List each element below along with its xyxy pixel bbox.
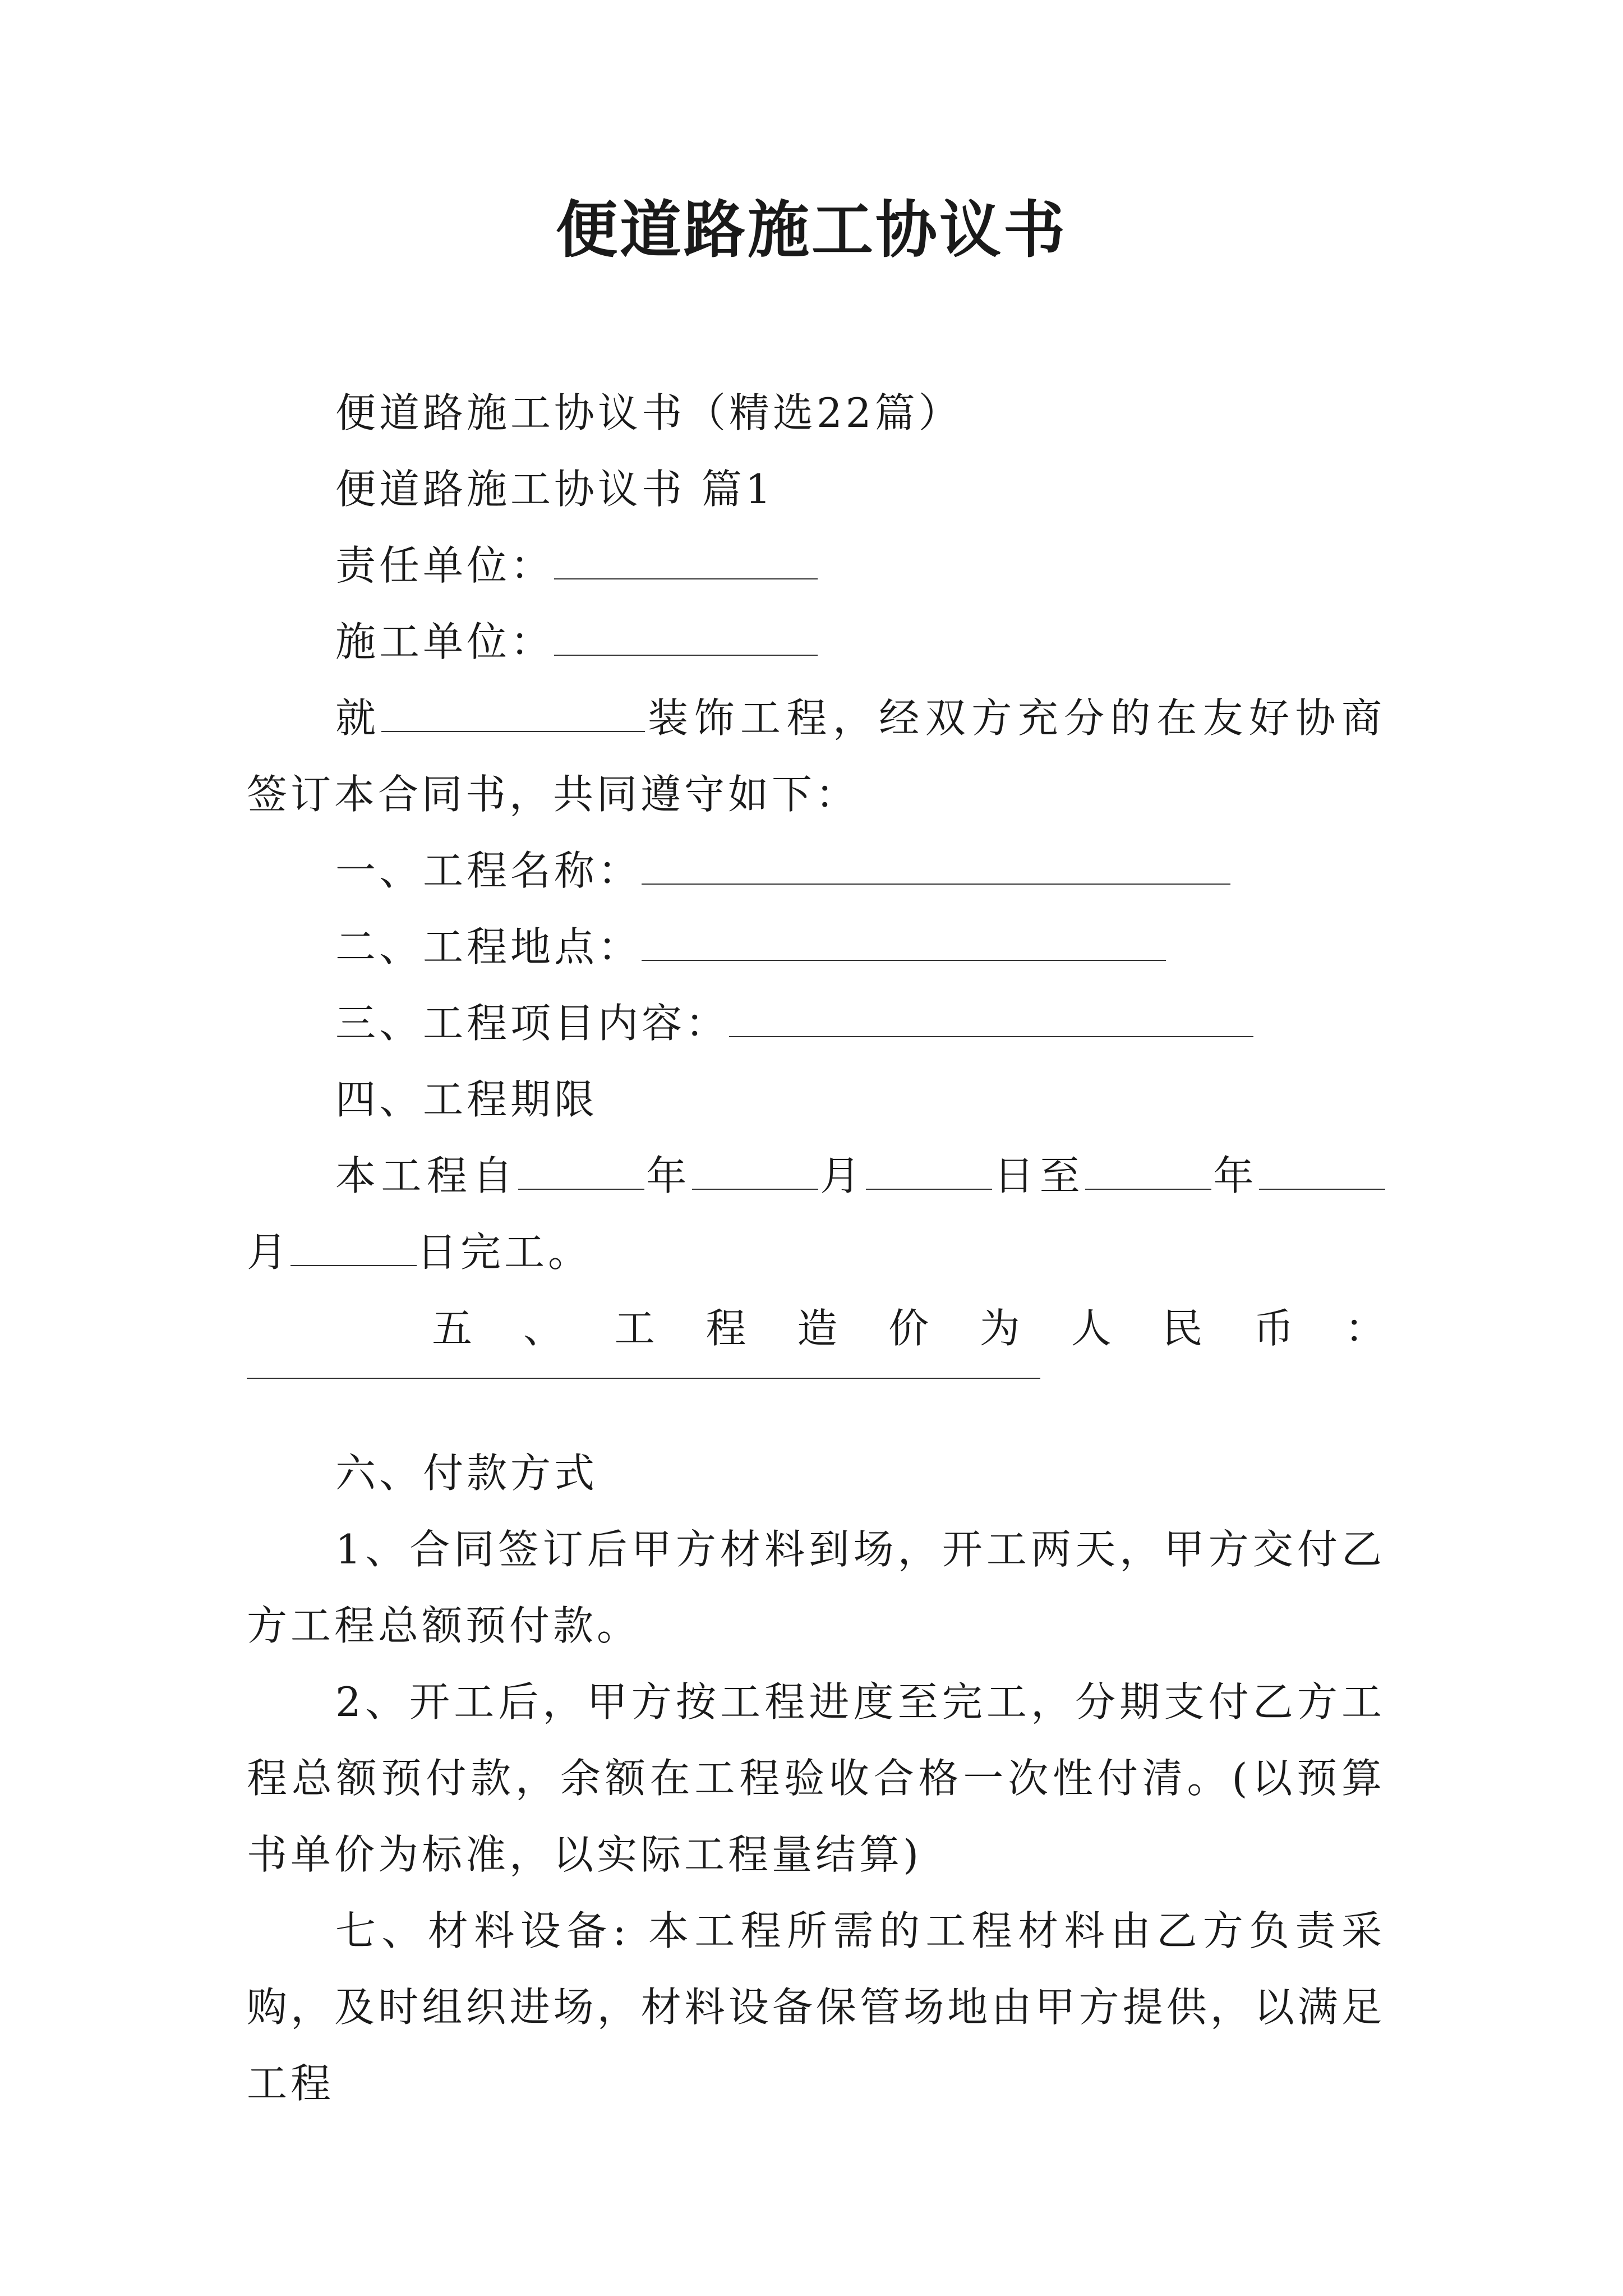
period-end-text: 日完工。 <box>417 1228 592 1276</box>
item-1-blank <box>642 852 1230 885</box>
item-1-label: 一、工程名称： <box>335 847 642 894</box>
month-label-1: 月 <box>818 1152 866 1199</box>
payment-clause-2: 2、开工后，甲方按工程进度至完工，分期支付乙方工程总额预付款，余额在工程验收合格一次性付清。(以预算书单价为标准，以实际工程量结算) <box>247 1678 1385 1878</box>
responsible-unit-label: 责任单位： <box>335 542 555 589</box>
price-blank <box>247 1366 1040 1379</box>
item-3-label: 三、工程项目内容： <box>335 1000 730 1047</box>
project-name-blank <box>381 700 645 732</box>
period-paragraph <box>247 1138 1385 1290</box>
intro-paragraph <box>247 680 1385 832</box>
section-heading: 便道路施工协议书 篇1 <box>335 466 774 513</box>
item-2-label: 二、工程地点： <box>335 923 642 970</box>
year-label-2: 年 <box>1211 1152 1259 1199</box>
day-blank-1 <box>866 1157 992 1190</box>
item-3-blank <box>729 1005 1253 1037</box>
item-5-char: 为 <box>979 1305 1020 1352</box>
construction-unit-line <box>247 604 1385 680</box>
construction-unit-label: 施工单位： <box>335 618 555 665</box>
item-5-char: 币 <box>1253 1305 1294 1352</box>
item-5-line <box>247 1290 1385 1366</box>
item-4-heading: 四、工程期限 <box>335 1076 598 1123</box>
item-5-char: 工 <box>614 1305 655 1352</box>
year-label-1: 年 <box>644 1152 692 1199</box>
month-blank-1 <box>692 1157 818 1190</box>
intro-prefix: 就 <box>335 694 382 742</box>
item-5-char: 人 <box>1071 1305 1112 1352</box>
payment-clause-1: 1、合同签订后甲方材料到场，开工两天，甲方交付乙方工程总额预付款。 <box>247 1526 1385 1649</box>
construction-unit-blank <box>554 623 818 656</box>
item-5-char: ： <box>1344 1305 1385 1352</box>
item-7-paragraph: 七、材料设备: 本工程所需的工程材料由乙方负责采购，及时组织进场，材料设备保管场地由甲方提供，以满足工程 <box>247 1907 1385 2107</box>
day-to-label: 日至 <box>992 1152 1086 1199</box>
item-5-char: 、 <box>523 1305 564 1352</box>
item-5-char: 民 <box>1162 1305 1203 1352</box>
item-1-line <box>247 832 1385 909</box>
intro-suffix: 装饰工程，经双方充分的在友好协商签订本合同书，共同遵守如下： <box>247 694 1385 818</box>
period-start-text: 本工程自 <box>335 1152 518 1199</box>
document-body <box>247 375 1385 2122</box>
item-5-char: 五 <box>432 1305 473 1352</box>
responsible-unit-blank <box>554 547 818 579</box>
subtitle: 便道路施工协议书（精选22篇） <box>335 389 962 436</box>
item-5-char: 造 <box>797 1305 838 1352</box>
item-5-char: 程 <box>706 1305 746 1352</box>
responsible-unit-line <box>247 527 1385 604</box>
item-5-char: 价 <box>888 1305 929 1352</box>
item-2-blank <box>642 928 1166 961</box>
item-3-line <box>247 985 1385 1061</box>
document-title: 便道路施工协议书 <box>556 194 1067 266</box>
year-blank-1 <box>518 1157 644 1190</box>
month-label-2: 月 <box>247 1228 291 1276</box>
year-blank-2 <box>1085 1157 1211 1190</box>
day-blank-2 <box>291 1234 417 1266</box>
item-2-line <box>247 909 1385 985</box>
month-blank-2 <box>1259 1157 1385 1190</box>
item-6-heading: 六、付款方式 <box>335 1450 598 1497</box>
